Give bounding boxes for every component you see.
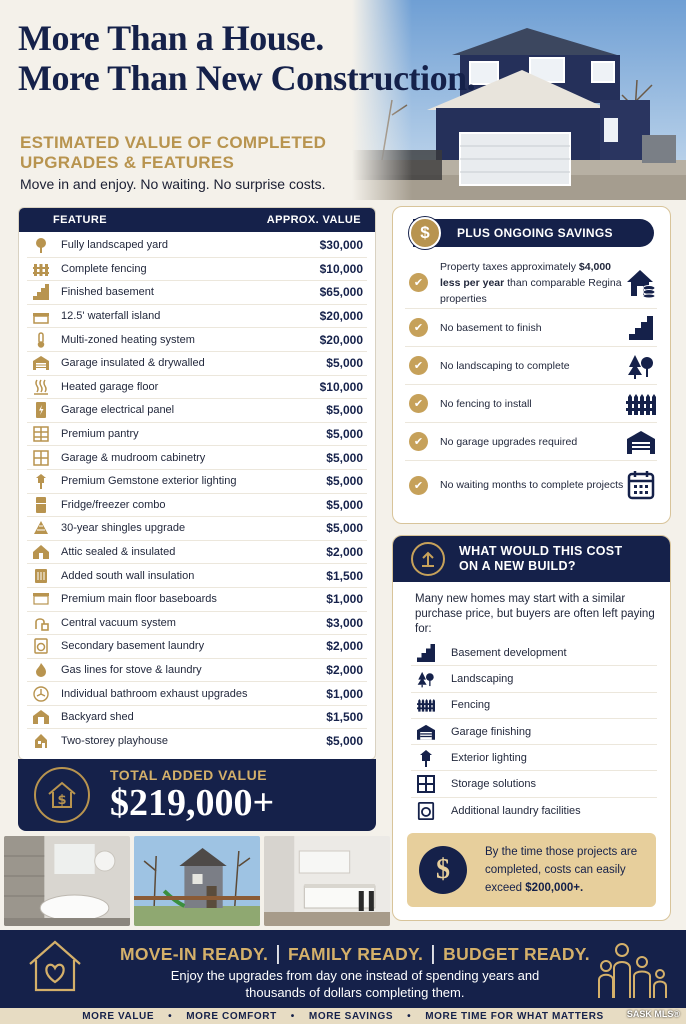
feature-value: $20,000 <box>319 309 363 324</box>
cost-note <box>485 843 645 897</box>
feature-value: $5,000 <box>326 521 363 536</box>
footer-tagline <box>0 1008 686 1024</box>
kitchen-photo <box>264 836 390 926</box>
table-row <box>27 281 367 305</box>
saving-text <box>440 477 625 493</box>
band-family: FAMILY READY. <box>288 944 424 964</box>
table-row <box>27 399 367 423</box>
feature-name: Garage electrical panel <box>61 404 175 417</box>
mls-watermark: SASK MLS® <box>626 1009 680 1019</box>
feature-value: $1,000 <box>326 686 363 701</box>
feature-value: $3,000 <box>326 615 363 630</box>
saving-text-pre: No garage upgrades required <box>440 435 578 448</box>
house-coins-icon <box>625 268 657 298</box>
fan-icon <box>31 686 51 702</box>
feature-name: Two-storey playhouse <box>61 735 168 748</box>
feature-name: Secondary basement laundry <box>61 640 205 653</box>
pantry-icon <box>31 426 51 442</box>
feature-value: $10,000 <box>319 261 363 276</box>
feature-value: $5,000 <box>326 356 363 371</box>
feature-name: Garage & mudroom cabinetry <box>61 451 206 464</box>
bullet-separator: • <box>290 1010 295 1022</box>
lamp-icon <box>415 749 437 767</box>
footer-item: MORE VALUE <box>82 1010 155 1022</box>
table-row <box>27 446 367 470</box>
total-label: TOTAL ADDED VALUE <box>110 767 268 783</box>
insulation-icon <box>31 568 51 584</box>
col-feature: FEATURE <box>53 214 107 226</box>
cost-note-amount: $200,000+. <box>525 882 584 894</box>
band-ready: READY. <box>196 944 269 964</box>
check-icon: ✔ <box>409 273 428 292</box>
baseboard-icon <box>31 591 51 607</box>
savings-list <box>405 257 657 509</box>
cost-intro: Many new homes may start with a similar purchase price, but buyers are often left paying for: <box>415 593 655 635</box>
saving-text <box>440 358 625 374</box>
saving-text-bold: $4,000 less per year <box>440 260 612 289</box>
table-row <box>27 423 367 447</box>
saving-text-pre: No basement to finish <box>440 321 542 334</box>
playhouse-icon <box>31 733 51 749</box>
page-title <box>18 18 498 98</box>
cost-item-label: Fencing <box>451 699 491 712</box>
cost-note-box <box>407 833 656 907</box>
feature-value: $1,500 <box>326 568 363 583</box>
dollar-icon: $ <box>419 846 467 894</box>
garage-icon <box>625 427 657 457</box>
feature-value: $1,500 <box>326 710 363 725</box>
feature-name: Premium main floor baseboards <box>61 593 217 606</box>
cost-header <box>393 536 670 582</box>
feature-name: Backyard shed <box>61 711 134 724</box>
band-budget: BUDGET READY. <box>443 944 590 964</box>
list-item <box>405 461 657 509</box>
feature-value: $2,000 <box>326 639 363 654</box>
table-row <box>27 588 367 612</box>
section-subtitle: ESTIMATED VALUE OF COMPLETED UPGRADES & FEATURES <box>20 133 327 172</box>
fence-icon <box>415 696 437 714</box>
island-icon <box>31 308 51 324</box>
cost-item-label: Exterior lighting <box>451 751 527 764</box>
cabinet-icon <box>415 775 437 793</box>
cost-title-line-1: WHAT WOULD THIS COST <box>459 544 623 558</box>
list-item <box>405 257 657 309</box>
feature-value: $5,000 <box>326 427 363 442</box>
saving-text <box>440 320 625 336</box>
feature-value: $5,000 <box>326 403 363 418</box>
separator: | <box>275 943 281 965</box>
cost-card <box>392 535 671 921</box>
feature-value: $65,000 <box>319 285 363 300</box>
feature-value: $2,000 <box>326 662 363 677</box>
svg-text:$: $ <box>57 793 67 808</box>
check-icon: ✔ <box>409 394 428 413</box>
list-item <box>411 771 657 797</box>
feature-value: $5,000 <box>326 497 363 512</box>
table-row <box>27 517 367 541</box>
dollar-coin-icon: $ <box>409 217 441 249</box>
list-item <box>411 719 657 745</box>
fence-icon <box>625 389 657 419</box>
shed-icon <box>31 709 51 725</box>
calendar-icon <box>625 470 657 500</box>
family-icon <box>592 940 672 1005</box>
table-row <box>27 659 367 683</box>
footer-item: MORE SAVINGS <box>308 1010 394 1022</box>
saving-text <box>440 396 625 412</box>
panel-icon <box>31 402 51 418</box>
feature-rows <box>19 232 375 753</box>
cost-item-label: Basement development <box>451 646 567 659</box>
tagline-text: Move in and enjoy. No waiting. No surprise costs. <box>20 176 326 192</box>
col-value: APPROX. VALUE <box>266 214 361 226</box>
attic-icon <box>31 544 51 560</box>
check-icon: ✔ <box>409 318 428 337</box>
cost-item-label: Landscaping <box>451 672 514 685</box>
list-item <box>411 666 657 692</box>
saving-text-pre: No fencing to install <box>440 397 532 410</box>
saving-text <box>440 259 625 307</box>
feature-name: Fridge/freezer combo <box>61 498 166 511</box>
table-row <box>27 352 367 376</box>
table-row <box>27 234 367 258</box>
total-amount: $219,000+ <box>110 782 275 824</box>
lamp-icon <box>31 473 51 489</box>
feature-value: $20,000 <box>319 332 363 347</box>
feature-name: Premium Gemstone exterior lighting <box>61 475 237 488</box>
cost-note-text: By the time those projects are completed, costs can easily exceed <box>485 846 638 894</box>
feature-name: 12.5' waterfall island <box>61 310 161 323</box>
table-row <box>27 612 367 636</box>
list-item <box>405 423 657 461</box>
check-icon: ✔ <box>409 476 428 495</box>
feature-name: Complete fencing <box>61 262 147 275</box>
table-row <box>27 729 367 753</box>
fridge-icon <box>31 497 51 513</box>
feature-value: $1,000 <box>326 592 363 607</box>
check-icon: ✔ <box>409 356 428 375</box>
feature-name: Garage insulated & drywalled <box>61 357 205 370</box>
feature-table <box>18 207 376 760</box>
tree-icon <box>31 237 51 253</box>
house-heart-icon <box>26 938 84 999</box>
trees-icon <box>415 670 437 688</box>
feature-value: $5,000 <box>326 450 363 465</box>
list-item <box>405 309 657 347</box>
separator: | <box>430 943 436 965</box>
feature-name: Individual bathroom exhaust upgrades <box>61 687 248 700</box>
playhouse-photo <box>134 836 260 926</box>
bathroom-photo <box>4 836 130 926</box>
list-item <box>411 745 657 771</box>
garage-icon <box>31 355 51 371</box>
list-item <box>411 693 657 719</box>
table-row <box>27 706 367 730</box>
feature-value: $2,000 <box>326 545 363 560</box>
feature-value: $30,000 <box>319 238 363 253</box>
saving-text-pre: No landscaping to complete <box>440 359 570 372</box>
feature-name: Added south wall insulation <box>61 569 195 582</box>
total-banner <box>18 759 376 831</box>
stairs-icon <box>415 644 437 662</box>
table-row <box>27 470 367 494</box>
band-title <box>120 943 590 966</box>
vacuum-icon <box>31 615 51 631</box>
saving-text-pre: Property taxes approximately <box>440 260 579 273</box>
list-item <box>405 385 657 423</box>
list-item <box>405 347 657 385</box>
trees-icon <box>625 351 657 381</box>
check-icon: ✔ <box>409 432 428 451</box>
washer-icon <box>415 802 437 820</box>
cost-title-line-2: ON A NEW BUILD? <box>459 559 576 573</box>
heat-icon <box>31 379 51 395</box>
washer-icon <box>31 638 51 654</box>
bullet-separator: • <box>168 1010 173 1022</box>
table-header <box>19 208 375 232</box>
feature-name: Multi-zoned heating system <box>61 333 195 346</box>
feature-value: $5,000 <box>326 734 363 749</box>
feature-name: Premium pantry <box>61 428 139 441</box>
feature-name: Finished basement <box>61 286 154 299</box>
feature-name: Fully landscaped yard <box>61 239 169 252</box>
table-row <box>27 376 367 400</box>
band-subtitle: Enjoy the upgrades from day one instead of spending years and thousands of dollars completing them. <box>170 968 540 1000</box>
saving-text-pre: No waiting months to complete projects <box>440 479 624 491</box>
saving-text <box>440 434 625 450</box>
cost-item-label: Garage finishing <box>451 725 532 738</box>
fence-icon <box>31 261 51 277</box>
table-row <box>27 258 367 282</box>
footer-item: MORE COMFORT <box>186 1010 277 1022</box>
title-line-2: More Than New Construction. <box>18 58 476 98</box>
table-row <box>27 328 367 352</box>
feature-name: Heated garage floor <box>61 380 159 393</box>
table-row <box>27 635 367 659</box>
table-row <box>27 564 367 588</box>
table-row <box>27 541 367 565</box>
title-line-1: More Than a House. <box>18 18 324 58</box>
band-move-in: MOVE-IN <box>120 944 197 964</box>
feature-name: 30-year shingles upgrade <box>61 522 186 535</box>
savings-card <box>392 206 671 524</box>
arrow-up-house-icon <box>411 542 445 576</box>
cost-list <box>411 640 657 824</box>
table-row <box>27 682 367 706</box>
savings-title: PLUS ONGOING SAVINGS <box>413 219 654 247</box>
photo-strip <box>4 836 390 926</box>
flame-icon <box>31 662 51 678</box>
shingles-icon <box>31 520 51 536</box>
feature-name: Attic sealed & insulated <box>61 546 176 559</box>
list-item <box>411 640 657 666</box>
bottom-band <box>0 930 686 1008</box>
house-dollar-icon <box>34 767 90 823</box>
feature-name: Central vacuum system <box>61 616 176 629</box>
feature-value: $10,000 <box>319 379 363 394</box>
cabinet-icon <box>31 450 51 466</box>
thermometer-icon <box>31 332 51 348</box>
feature-value: $5,000 <box>326 474 363 489</box>
stairs-icon <box>625 313 657 343</box>
saving-text-post: than comparable Regina properties <box>440 276 622 305</box>
cost-item-label: Storage solutions <box>451 778 536 791</box>
feature-name: Gas lines for stove & laundry <box>61 663 202 676</box>
table-row <box>27 305 367 329</box>
garage-icon <box>415 723 437 741</box>
stairs-icon <box>31 284 51 300</box>
bullet-separator: • <box>407 1010 412 1022</box>
cost-item-label: Additional laundry facilities <box>451 804 581 817</box>
list-item <box>411 798 657 824</box>
table-row <box>27 494 367 518</box>
footer-item: MORE TIME FOR WHAT MATTERS <box>425 1010 604 1022</box>
